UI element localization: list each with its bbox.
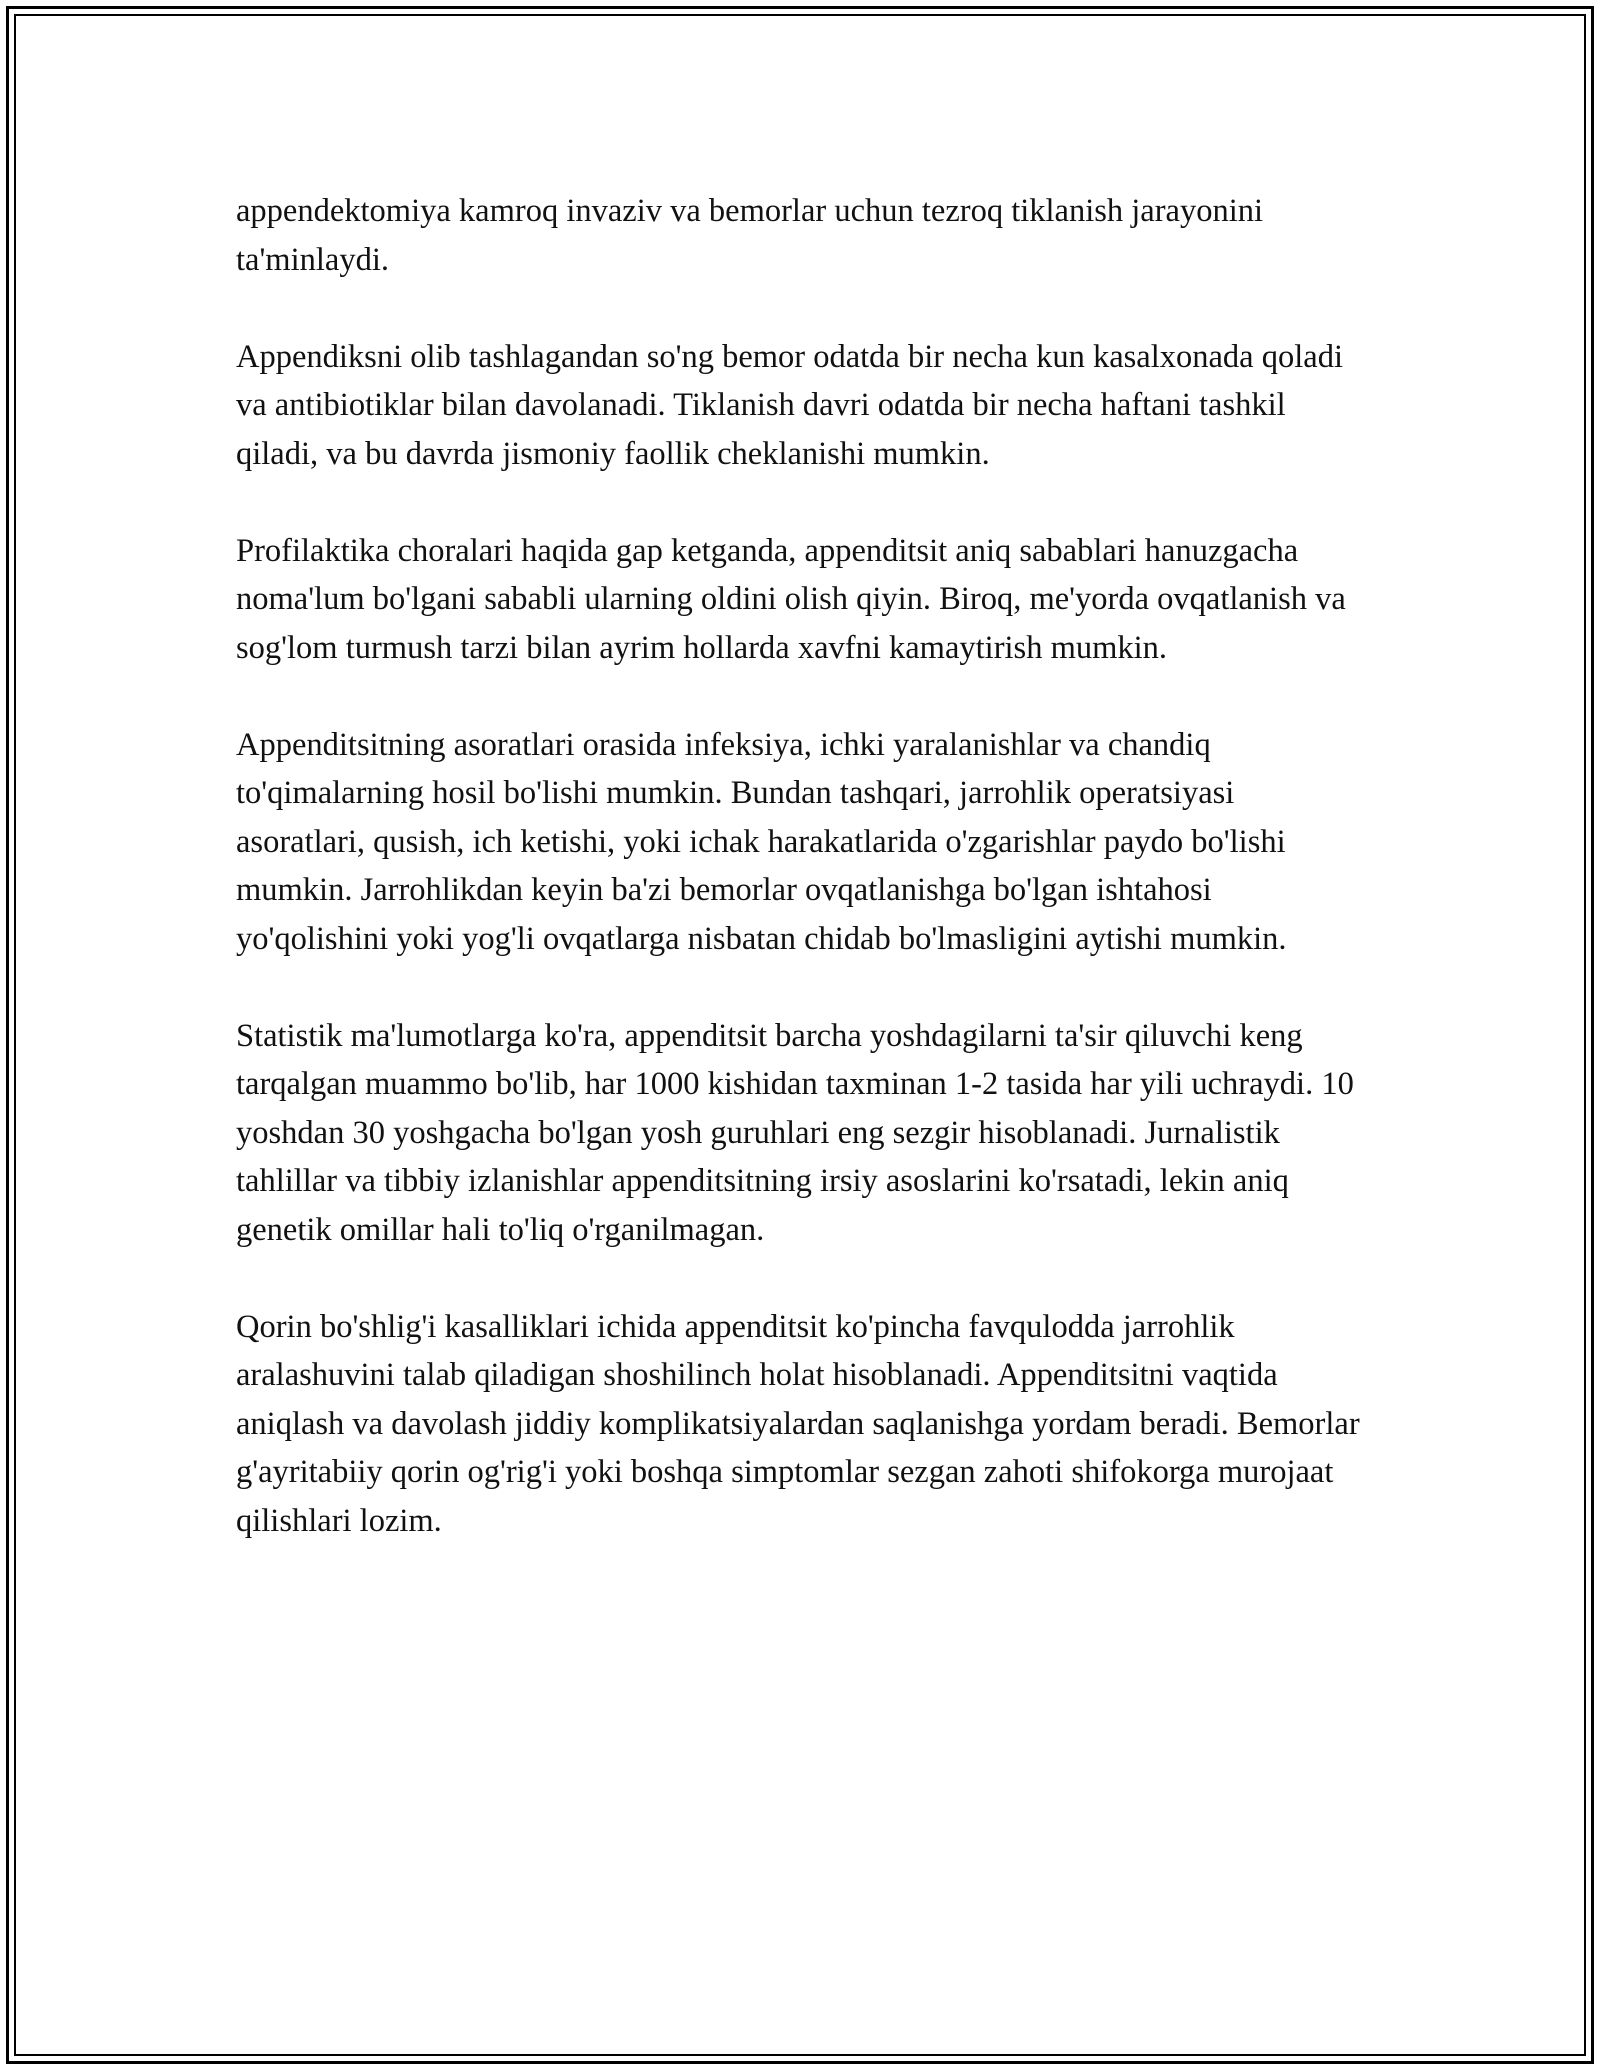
paragraph-1: appendektomiya kamroq invaziv va bemorlar uchun tezroq tiklanish jarayonini ta'minlaydi. bbox=[236, 193, 1264, 278]
document-body bbox=[236, 187, 1366, 1594]
paragraph-4: Appenditsitning asoratlari orasida infeksiya, ichki yaralanishlar va chandiq to'qimalarning hosil bo'lishi mumkin. Bundan tashqari, jarrohlik operatsiyasi asoratlari, qusish, ich ketishi, yoki ichak harakatlarida o'zgarishlar paydo bo'lishi mumkin. Jarrohlikdan keyin ba'zi bemorlar ovqatlanishga bo'lgan ishtahosi yo'qolishini yoki yog'li ovqatlarga nisbatan chidab bo'lmasligini aytishi mumkin. bbox=[236, 726, 1287, 957]
paragraph-5: Statistik ma'lumotlarga ko'ra, appenditsit barcha yoshdagilarni ta'sir qiluvchi keng tarqalgan muammo bo'lib, har 1000 kishidan taxminan 1-2 tasida har yili uchraydi. 10 yoshdan 30 yoshgacha bo'lgan yosh guruhlari eng sezgir hisoblanadi. Jurnalistik tahlillar va tibbiy izlanishlar appenditsitning irsiy asoslarini ko'rsatadi, lekin aniq genetik omillar hali to'liq o'rganilmagan. bbox=[236, 1017, 1354, 1248]
paragraph-2: Appendiksni olib tashlagandan so'ng bemor odatda bir necha kun kasalxonada qoladi va antibiotiklar bilan davolanadi. Tiklanish davri odatda bir necha haftani tashkil qiladi, va bu davrda jismoniy faollik cheklanishi mumkin. bbox=[236, 338, 1343, 472]
paragraph-6: Qorin bo'shlig'i kasalliklari ichida appenditsit ko'pincha favqulodda jarrohlik aralashuvini talab qiladigan shoshilinch holat hisoblanadi. Appenditsitni vaqtida aniqlash va davolash jiddiy komplikatsiyalardan saqlanishga yordam beradi. Bemorlar g'ayritabiiy qorin og'rig'i yoki boshqa simptomlar sezgan zahoti shifokorga murojaat qilishlari lozim. bbox=[236, 1308, 1360, 1539]
paragraph-3: Profilaktika choralari haqida gap ketganda, appenditsit aniq sabablari hanuzgacha noma'lum bo'lgani sababli ularning oldini olish qiyin. Biroq, me'yorda ovqatlanish va sog'lom turmush tarzi bilan ayrim hollarda xavfni kamaytirish mumkin. bbox=[236, 532, 1346, 666]
